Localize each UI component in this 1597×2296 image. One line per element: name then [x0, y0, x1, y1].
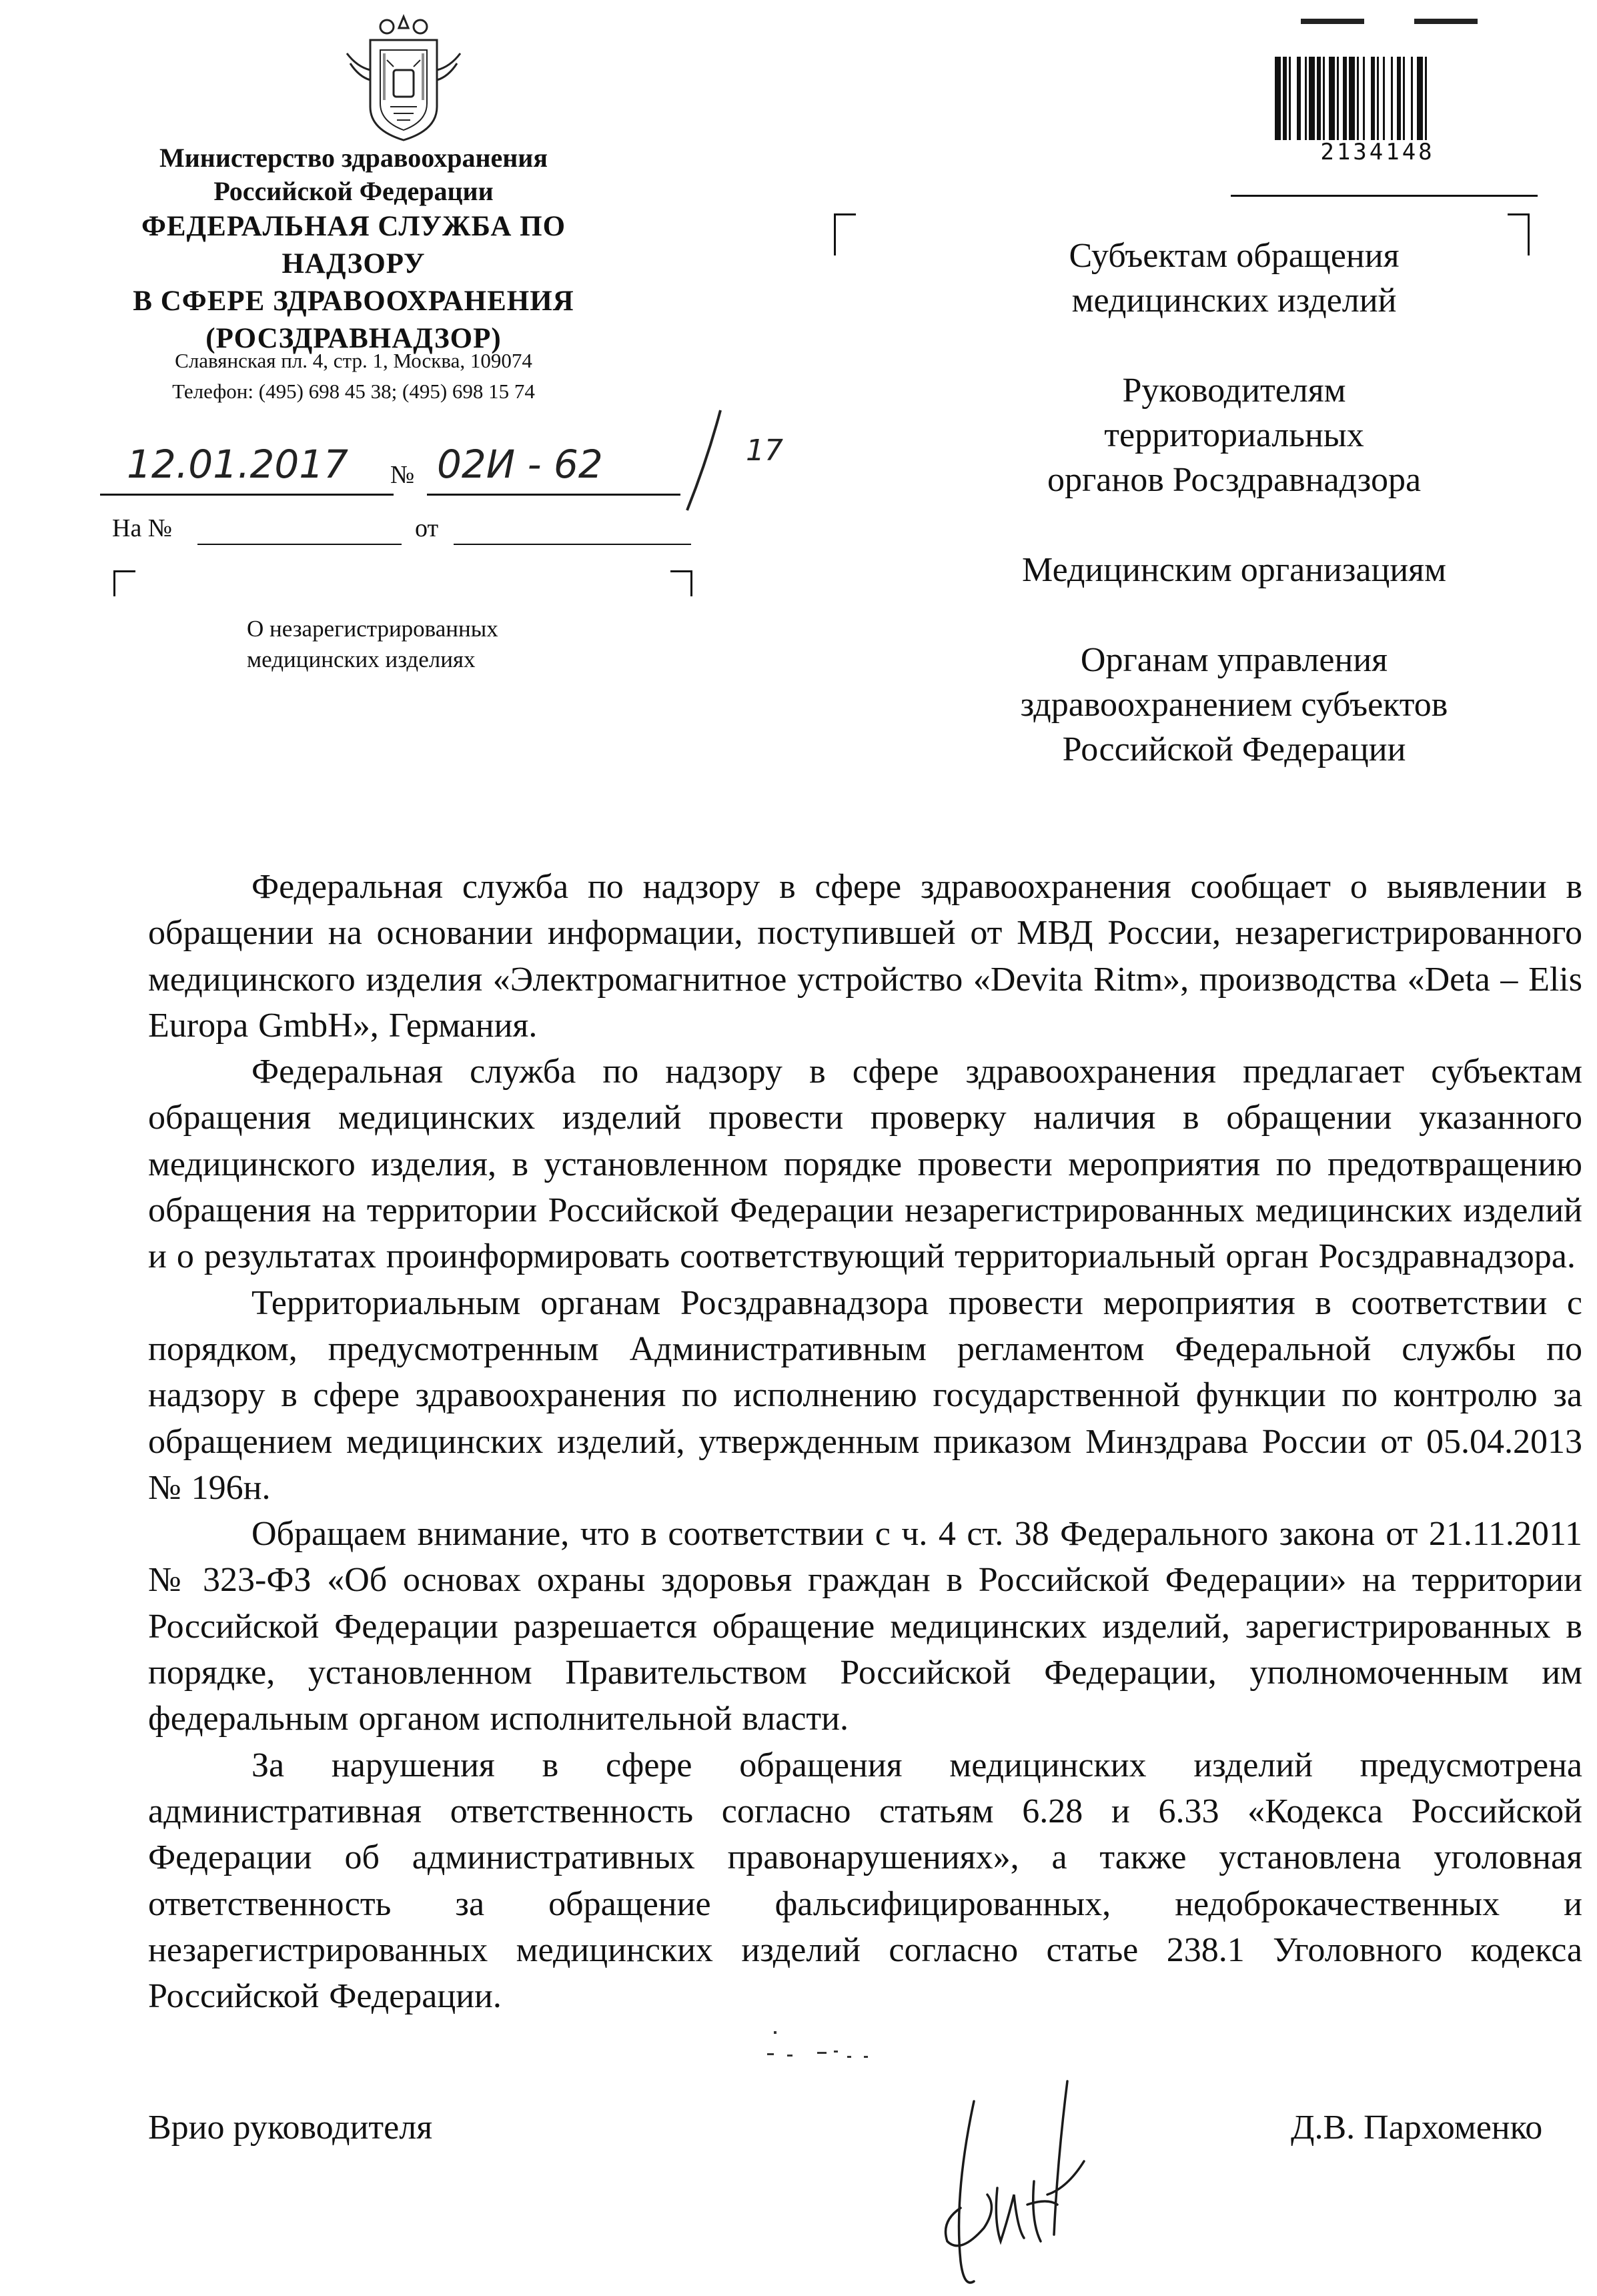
addressee-line: территориальных [1104, 416, 1364, 454]
addressee-line: Медицинским организациям [1022, 551, 1446, 589]
registration-number: 02И - 62 [437, 442, 603, 487]
signatory-name: Д.В. Пархоменко [1291, 2109, 1543, 2147]
body-paragraph: Федеральная служба по надзору в сфере здравоохранения сообщает о выявлении в обращении на основании информации, поступившей от МВД России, незарегистрированного медицинского изделия «Электромагнитное устройство «Devita Ritm», производства «Deta – Elis Europa GmbH», Германия. [148, 868, 1582, 1045]
barcode-bar [1397, 57, 1401, 140]
addressee-line: органов Росздравнадзора [1047, 461, 1422, 499]
addressee-line: Субъектам обращения [1069, 237, 1400, 275]
subject-bracket-right [670, 570, 692, 596]
barcode-bar [1289, 57, 1291, 140]
body-paragraph: За нарушения в сфере обращения медицинских изделий предусмотрена административная ответственность согласно статьям 6.28 и 6.33 «Кодекса Российской Федерации об административных правонарушениях», а также установлена уголовная ответственность за обращение фальсифицированных, недоброкачественных и незарегистрированных медицинских изделий согласно статье 238.1 Уголовного кодекса Российской Федерации. [148, 1746, 1582, 2016]
barcode-bar [1283, 57, 1287, 140]
barcode-bar [1383, 57, 1385, 140]
reply-date-label: от [415, 514, 439, 542]
barcode-bar [1305, 57, 1307, 140]
date-underline [100, 494, 394, 496]
number-sign: № [390, 461, 415, 489]
addressee-line: медицинских изделий [1071, 281, 1397, 320]
addressee-block [934, 233, 1534, 323]
barcode-bar [1275, 57, 1281, 140]
scan-specks [754, 2028, 881, 2068]
addressee-line: Руководителям [1122, 372, 1346, 410]
address-line: Телефон: (495) 698 45 38; (495) 698 15 74 [172, 380, 535, 403]
address-line: Славянская пл. 4, стр. 1, Москва, 109074 [175, 349, 532, 372]
barcode-bar [1309, 57, 1315, 140]
addressee-block [934, 368, 1534, 502]
subject-line: медицинских изделиях [247, 646, 476, 672]
registration-date: 12.01.2017 [127, 442, 349, 487]
barcode-number: 2134148 [1320, 139, 1435, 165]
service-name [80, 208, 627, 358]
subject-bracket-left [113, 570, 135, 596]
addressee-block [934, 548, 1534, 592]
subject-line: О незарегистрированных [247, 616, 498, 642]
barcode-top-marks [1281, 13, 1481, 33]
barcode-bar [1297, 57, 1301, 140]
number-underline [427, 494, 680, 496]
barcode-bar [1357, 57, 1359, 140]
barcode-bar [1337, 57, 1339, 140]
barcode-bar [1317, 57, 1321, 140]
barcode-bar [1329, 57, 1335, 140]
service-address [113, 346, 594, 407]
signature-icon [934, 2061, 1094, 2293]
ministry-name [113, 141, 594, 208]
addressees [934, 233, 1534, 772]
ministry-line: Министерство здравоохранения [159, 143, 548, 173]
service-line: В СФЕРЕ ЗДРАВООХРАНЕНИЯ [133, 285, 574, 317]
barcode-bar [1343, 57, 1347, 140]
barcode-bar [1403, 57, 1405, 140]
reply-to-label: На № [112, 514, 173, 542]
barcode-icon [1271, 57, 1484, 140]
barcode-bar [1391, 57, 1393, 140]
coat-of-arms-icon [340, 13, 467, 147]
barcode-bar [1349, 57, 1355, 140]
barcode-bar [1323, 57, 1325, 140]
addressee-line: здравоохранением субъектов [1020, 686, 1448, 724]
body-paragraph: Обращаем внимание, что в соответствии с ч. 4 ст. 38 Федерального закона от 21.11.2011 № 323-ФЗ «Об основах охраны здоровья граждан в Российской Федерации» на территории Российской Федерации разрешается обращение медицинских изделий, зарегистрированных в порядке, установленном Правительством Российской Федерации, уполномоченным им федеральным органом исполнительной власти. [148, 1515, 1582, 1738]
ministry-line: Российской Федерации [213, 176, 494, 206]
reply-to-number-line [197, 544, 402, 545]
reply-date-line [454, 544, 691, 545]
barcode-bar [1363, 57, 1365, 140]
addressee-line: Органам управления [1080, 641, 1388, 679]
letter-subject [247, 614, 620, 675]
registration-year: 17 [746, 434, 783, 468]
service-line: ФЕДЕРАЛЬНАЯ СЛУЖБА ПО НАДЗОРУ [141, 211, 566, 279]
addressee-bracket-left [834, 213, 856, 255]
body-paragraph: Территориальным органам Росздравнадзора провести мероприятия в соответствии с порядком, предусмотренным Административным регламентом Федеральной службы по надзору в сфере здравоохранения по исполнению государственной функции по контролю за обращением медицинских изделий, утвержденным приказом Минздрава России от 05.04.2013 № 196н. [148, 1283, 1582, 1507]
addressee-block [934, 638, 1534, 772]
barcode-bar [1411, 57, 1413, 140]
signatory-position: Врио руководителя [148, 2109, 433, 2147]
body-paragraph: Федеральная служба по надзору в сфере здравоохранения предлагает субъектам обращения медицинских изделий провести проверку наличия в обращении указанного медицинского изделия, в установленном порядке провести мероприятия по предотвращению обращения на территории Российской Федерации незарегистрированных медицинских изделий и о результатах проинформировать соответствующий территориальный орган Росздравнадзора. [148, 1053, 1582, 1276]
letter-body [148, 864, 1582, 2019]
barcode-bar [1377, 57, 1379, 140]
barcode-bar [1371, 57, 1375, 140]
handwritten-slash [674, 407, 740, 514]
barcode-bar [1417, 57, 1423, 140]
barcode-bar [1425, 57, 1427, 140]
barcode-rule [1231, 195, 1538, 197]
service-line: (РОСЗДРАВНАДЗОР) [205, 323, 502, 354]
addressee-line: Российской Федерации [1062, 730, 1406, 768]
